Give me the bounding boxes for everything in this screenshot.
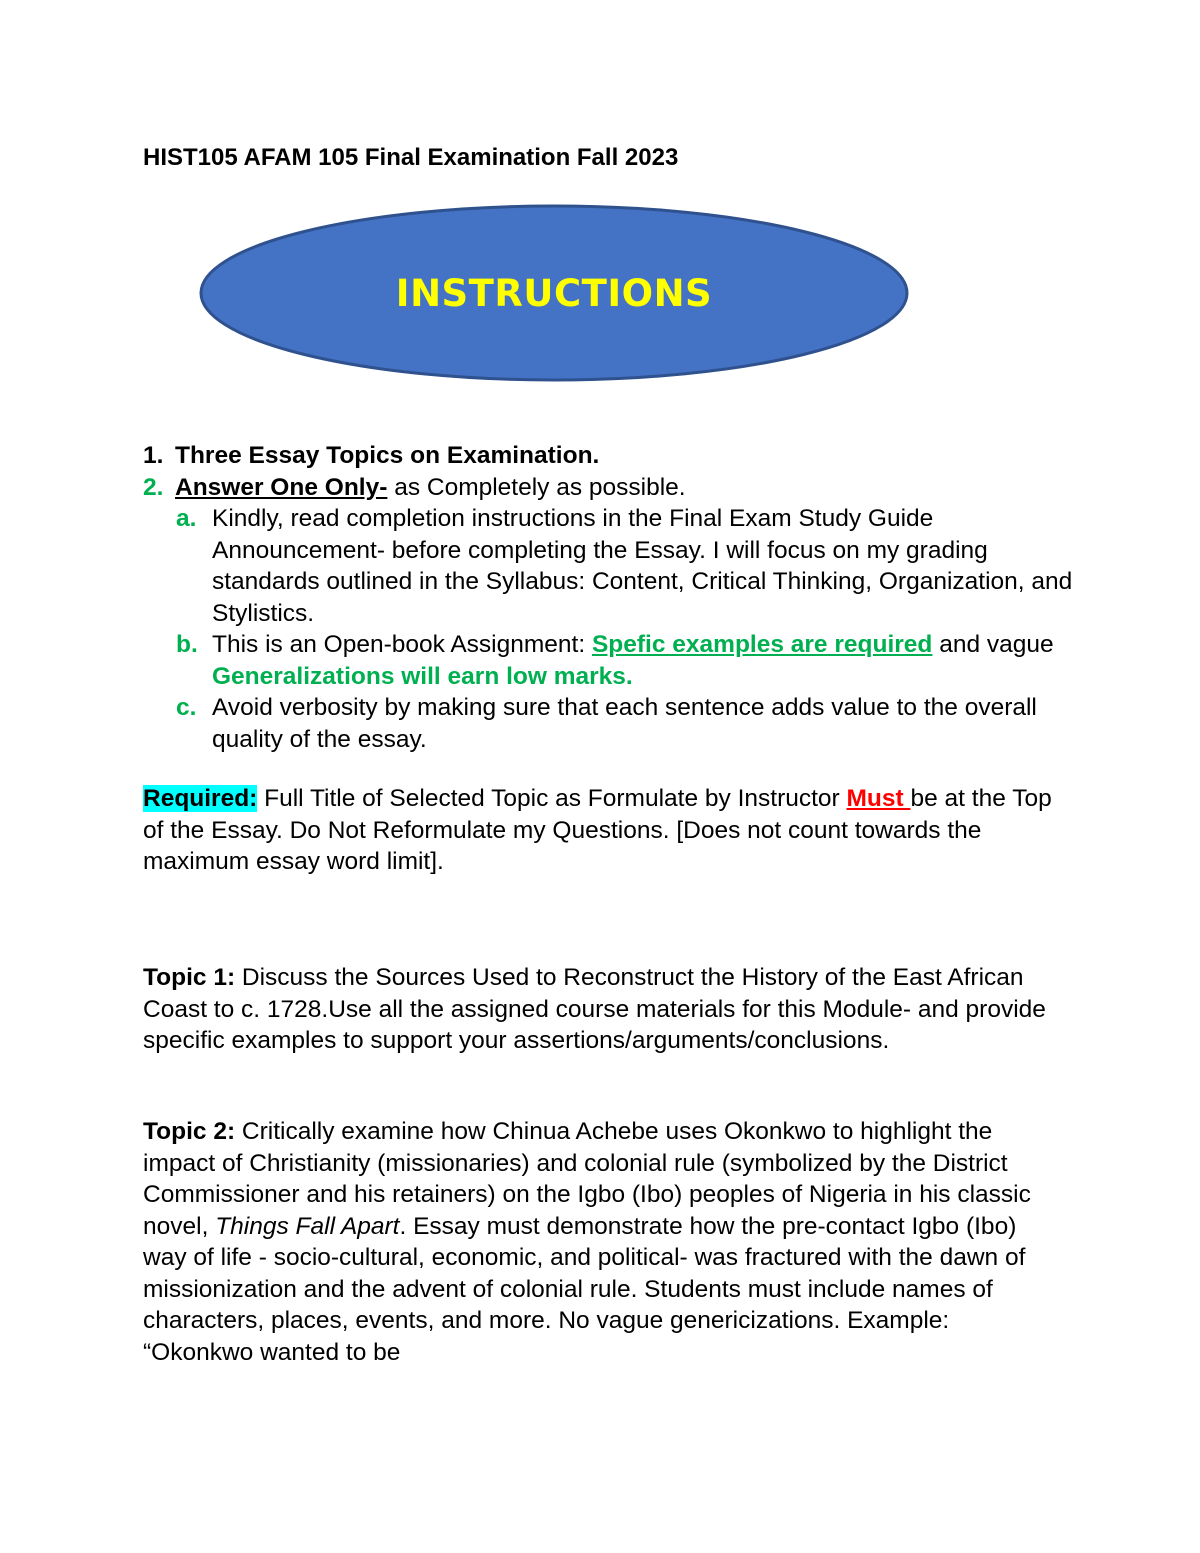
required-text-2: be at the Top of the Essay. Do Not Reformulate my Questions. [Does not count towards the maximum essay word limit]. <box>143 785 1052 875</box>
topic-1-text: Discuss the Sources Used to Reconstruct the History of the East African Coast to c. 1728.Use all the assigned course materials for this Module- and provide specific examples to support your assertions/arguments/conclusions. <box>143 964 1046 1054</box>
answer-one-only: Answer One Only- <box>175 473 388 501</box>
subitem-c <box>143 692 1083 755</box>
subitem-b <box>143 629 1083 692</box>
topic-1-label: Topic 1: <box>143 964 236 991</box>
must-emphasis: Must <box>846 785 911 812</box>
list-item-1 <box>143 440 1083 472</box>
subitem-b-letter: b. <box>176 631 198 658</box>
required-paragraph <box>143 783 1063 878</box>
required-label: Required: <box>143 785 258 812</box>
instructions-banner <box>198 203 910 383</box>
required-text-1: Full Title of Selected Topic as Formulate by Instructor <box>257 785 847 812</box>
topic-2-label: Topic 2: <box>143 1118 236 1145</box>
subitem-b-text-1: This is an Open-book Assignment: <box>212 631 592 658</box>
list-number-1: 1. <box>143 442 164 469</box>
topic-2-text-1: Critically examine how Chinua Achebe uses Okonkwo to highlight the impact of Christianity (missionaries) and colonial rule (symbolized by the District Commissioner and his retainers) on the Igbo (Ibo) peoples of Nigeria in his classic novel, <box>143 1118 1031 1240</box>
subitem-c-text: Avoid verbosity by making sure that each sentence adds value to the overall quality of the essay. <box>212 694 1037 753</box>
list-item-2 <box>143 472 1083 504</box>
document-title: HIST105 AFAM 105 Final Examination Fall 2023 <box>143 144 679 171</box>
banner-label: INSTRUCTIONS <box>395 271 713 315</box>
specific-examples-required: Spefic examples are required <box>591 631 933 658</box>
list-number-2: 2. <box>143 473 164 501</box>
subitem-a-letter: a. <box>176 505 197 532</box>
generalizations-warning: Generalizations will earn low marks. <box>212 662 633 690</box>
topic-1-paragraph <box>143 962 1063 1057</box>
subitem-b-text-2: and vague <box>932 631 1054 658</box>
topic-2-text-2: . Essay must demonstrate how the pre-contact Igbo (Ibo) way of life - socio-cultural, economic, and political- was fractured with the dawn of missionization and the advent of colonial rule. Students must include names of characters, places, events, and more. No vague genericizations. Example: “Okonkwo wanted to be <box>143 1212 1026 1366</box>
book-title: Things Fall Apart <box>215 1212 400 1240</box>
instructions-list <box>143 440 1083 755</box>
subitem-c-letter: c. <box>176 694 197 721</box>
subitem-a-text: Kindly, read completion instructions in the Final Exam Study Guide Announcement- before completing the Essay. I will focus on my grading standards outlined in the Syllabus: Content, Critical Thinking, Organization, and Stylistics. <box>212 505 1073 627</box>
list-item-1-text: Three Essay Topics on Examination. <box>175 442 600 469</box>
subitem-a <box>143 503 1083 629</box>
list-item-2-text: as Completely as possible. <box>387 473 686 501</box>
topic-2-paragraph <box>143 1116 1063 1368</box>
